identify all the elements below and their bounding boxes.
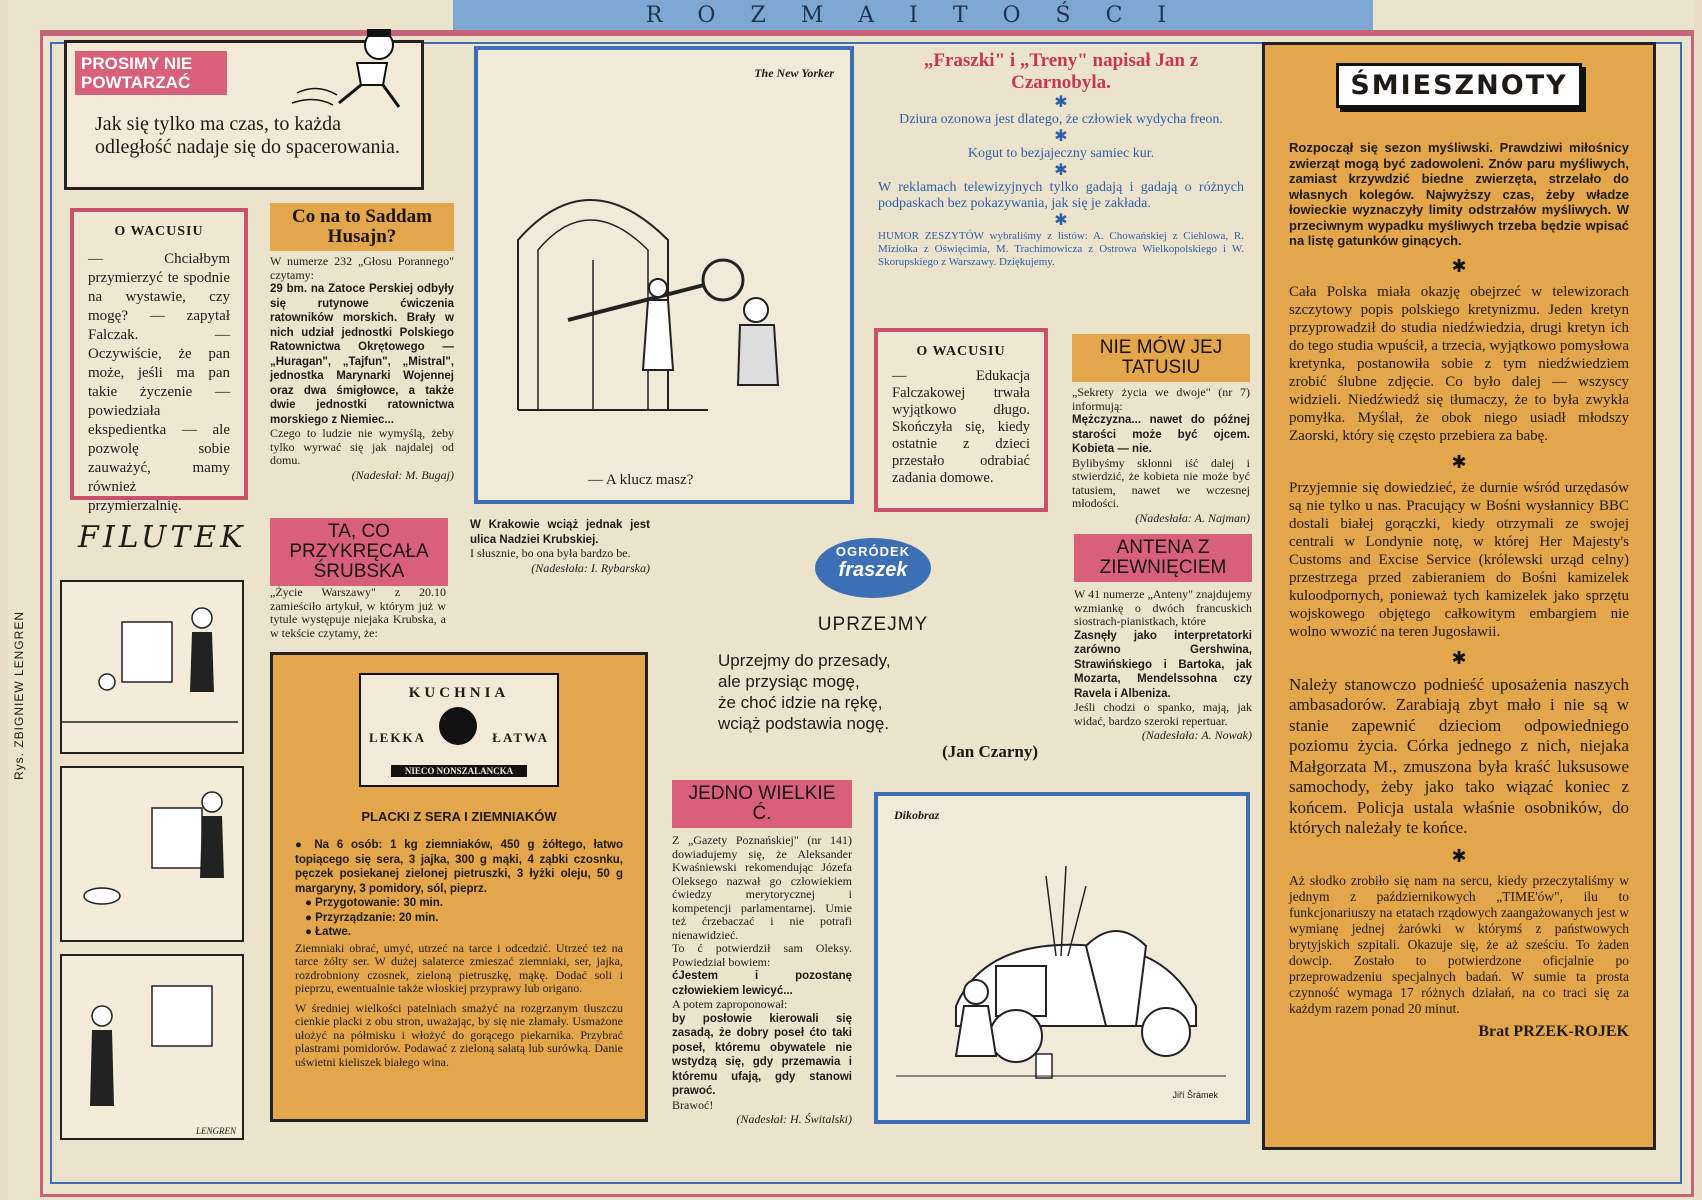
new-yorker-cartoon — [474, 46, 854, 504]
srubska-text-2: I słusznie, bo ona była bardzo be. — [470, 546, 631, 560]
srubska-text-1: „Życie Warszawy" z 20.10 zamieściło artykuł, w którym już w tytule występuje niejaka Krubska, a w tekście czytamy, że: — [270, 585, 446, 640]
side-credit: Rys. ZBIGNIEW LENGREN — [12, 610, 26, 780]
prosimy-text: Jak się tylko ma czas, to każda odległość nadaje się do spacerowania. — [95, 113, 400, 158]
jedno-text-4: Brawoć! — [672, 1097, 714, 1112]
antena-credit: (Nadesłała: A. Nowak) — [1141, 728, 1252, 742]
wacusiu-box-2 — [874, 328, 1048, 512]
antena-text-1: W 41 numerze „Anteny" znajdujemy wzmiankę o dwóch francuskich siostrach-pianistkach, które — [1074, 587, 1252, 628]
filutek-artist: LENGREN — [195, 1126, 236, 1136]
car-repair-illustration — [896, 836, 1226, 1096]
fraszki-block — [878, 50, 1244, 320]
jedno-quote-1: ćJestem i pozostanę człowiekiem lewicyć... — [672, 970, 852, 997]
new-yorker-caption: — A klucz masz? — [588, 472, 694, 488]
poem-line-2: ale przysiąc mogę, — [718, 672, 860, 691]
smiesznoty-p3: Przyjemnie się dowiedzieć, że durnie wśród urzędasów są nie tylko u nas. Pracujący w Bośni wysłannicy BBC dostali białej gorączki, kiedy otrzymali ze swojej centrali w Londynie notę, w której Her Majesty's Customs and Excise Service (królewski urząd celny) przestrzega przed zabieraniem do Bośni kamizelek kuloodpornych, ponieważ tych kamizelek jako sprzętu wojskowego objętego całkowitym embargiem nie wolno wwozić na teren Jugosławii. — [1289, 479, 1629, 640]
running-man-illustration — [287, 23, 417, 113]
smiesznoty-star-4: ✱ — [1451, 845, 1467, 866]
wacusiu-title-2: O WACUSIU — [916, 344, 1006, 359]
wacusiu-text-2: — Edukacja Falczakowej trwała wyjątkowo długo. Skończyła się, kiedy ostatnie z dzieci przestało odrabiać zadania domowe. — [892, 368, 1030, 486]
srubska-quote: W Krakowie wciąż jednak jest ulica Nadziei Krubskiej. — [470, 519, 650, 546]
kuchnia-tagline: NIECO NONSZALANCKA — [391, 765, 527, 777]
poem-title: UPRZEJMY — [817, 614, 929, 635]
jedno-quote-2: by posłowie kierowali się zasadą, że dobry poseł ćto taki poseł, któremu obywatele nie wstydzą się, gdy przemawia i któremu ufają, gdy stanowi prawoć. — [672, 1012, 852, 1097]
star-divider-4: ✱ — [1054, 212, 1068, 229]
antena-title: ANTENA Z ZIEWNIĘCIEM — [1074, 534, 1252, 582]
tatusiu-quote: Mężczyzna... nawet do późnej starości może być ojcem. Kobieta — nie. — [1072, 414, 1250, 455]
kuchnia-title: KUCHNIA — [408, 685, 510, 701]
srubska-credit: (Nadesłała: I. Rybarska) — [531, 560, 650, 575]
star-divider-1: ✱ — [1054, 94, 1068, 111]
antena-section — [1074, 534, 1252, 774]
poem-line-1: Uprzejmy do przesady, — [718, 651, 891, 670]
smiesznoty-signature: Brat PRZEK-ROJEK — [1478, 1022, 1629, 1040]
saddam-credit: (Nadesłał: M. Bugaj) — [351, 467, 454, 482]
tatusiu-section — [1072, 334, 1250, 525]
poem-line-4: wciąż podstawia nogę. — [718, 714, 890, 733]
fraszki-item-2: Kogut to bezjajeczny samiec kur. — [967, 146, 1155, 161]
prosimy-label: PROSIMY NIE POWTARZAĆ — [75, 51, 227, 95]
saddam-outro: Czego to ludzie nie wymyślą, żeby tylko wyrwać się jak najdalej od domu. — [270, 426, 454, 467]
smiesznoty-column — [1262, 42, 1656, 1150]
recipe-prep: ● Przygotowanie: 30 min. — [305, 897, 443, 909]
tatusiu-credit: (Nadesłała: A. Najman) — [1135, 510, 1250, 525]
poem-body — [718, 650, 1038, 734]
filutek-panel-1 — [60, 580, 244, 754]
wacusiu-box-1 — [70, 208, 248, 514]
smiesznoty-star-1: ✱ — [1451, 255, 1467, 276]
filutek-strip — [60, 520, 250, 1140]
prosimy-box — [64, 40, 424, 190]
smiesznoty-p4: Należy stanowczo podnieść uposażenia naszych ambasadorów. Zarabiają zbyt mało i nie są w stanie zapewnić dzieciom odpowiedniego poziomu życia. Córka jednego z nich, niejaka Małgorzata M., zmuszona była kraść luksusowe samochody, żeby jako tako wiązać koniec z końcem. Policja ustala właśnie osobników, do których należały te końce. — [1289, 674, 1629, 837]
filutek-panel-2 — [60, 766, 244, 942]
ogrodek-fraszek — [708, 538, 1038, 768]
star-divider-3: ✱ — [1054, 162, 1068, 179]
filutek-panel-3 — [60, 954, 244, 1140]
masthead-title: R O Z M A I T O Ś C I — [645, 2, 1181, 28]
ogrodek-logo-bottom: fraszek — [838, 559, 908, 581]
srubska-right-column — [470, 518, 650, 576]
plate-icon — [439, 707, 477, 745]
saddam-title: Co na to Saddam Husajn? — [270, 203, 454, 251]
filutek-title: FILUTEK — [78, 520, 247, 555]
smiesznoty-star-3: ✱ — [1451, 647, 1467, 668]
poem-line-3: że choć idzie na rękę, — [718, 693, 883, 712]
kuchnia-box — [270, 652, 648, 1122]
smiesznoty-p2: Cała Polska miała okazję obejrzeć w telewizorach szczytowy popis polskiego kretynizmu. Jeden kretyn przyprowadził do studia niedźwiedzia, drugi kretyn ich do tego studia wpuścił, a trzecia, wyjątkowo pomysłowa kretynka, postanowiła sobie z tym niedźwiedziem zrobić ślubne zdjęcie. Co było dalej — wszyscy widzieli. Niedźwiedź się tłumaczy, że to była zwykła pomyłka. Myślał, że obok niego usiadł młodszy Zaorski, który się często przebiera za babę. — [1289, 283, 1629, 444]
jedno-text-1: Z „Gazety Poznańskiej" (nr 141) dowiadujemy się, że Aleksander Kwaśniewski rekomendując Józefa Oleksego nazwał go człowiekiem ćwiedzy merytorycznej i kompetencji parlamentarnej. Umie też ćrzebaczać i nie potrafi nienawidzieć. — [672, 833, 852, 942]
dikobraz-artist: Jiří Šrámek — [1172, 1090, 1218, 1100]
recipe-title: PLACKI Z SERA I ZIEMNIAKÓW — [361, 809, 557, 824]
tatusiu-outro: Bylibyśmy skłonni iść dalej i stwierdzić, że kobieta nie może być tatusiem, nawet we wczesnej młodości. — [1072, 455, 1250, 510]
panel-2-drawing — [62, 768, 238, 936]
recipe-ingredients: ● Na 6 osób: 1 kg ziemniaków, 450 g żółtego, łatwo topiącego się sera, 3 jajka, 300 g mąki, 4 ząbki czosnku, pęczek posiekanej zielonej pietruszki, 3 łyżki oleju, 50 g margaryny, 3 pomidory, sól, pieprz. — [295, 839, 623, 895]
masthead — [453, 0, 1373, 32]
fraszki-headline: „Fraszki" i „Treny" napisał Jan z Czarnobyla. — [923, 50, 1199, 93]
recipe-cook: ● Przyrządzanie: 20 min. — [305, 911, 439, 924]
new-yorker-source: The New Yorker — [754, 66, 834, 80]
recipe-easy: ● Łatwe. — [305, 926, 351, 938]
saddam-section — [270, 203, 454, 503]
humor-credit: HUMOR ZESZYTÓW wybraliśmy z listów: A. Chowańskiej z Ciehlowa, R. Miziołka z Oświęcimia, M. Trachimowicza z Ostrowa Wielkopolskiego i W. Skorupskiego z Warszawy. Dziękujemy. — [878, 230, 1244, 268]
panel-1-drawing — [62, 582, 238, 748]
srubska-section — [270, 518, 654, 646]
kuchnia-right-word: ŁATWA — [492, 730, 549, 745]
saddam-quote: 29 bm. na Zatoce Perskiej odbyły się rutynowe ćwiczenia ratowników morskich. Brały w nich udział jednostki Polskiego Ratownictwa Okrętowego — „Huragan", „Tajfun", „Mistral", jednostka Marynarki Wojennej oraz dwa śmigłowce, a także dwie jednostki ratownictwa morskiego z Niemiec... — [270, 283, 454, 426]
antena-quote: Zasnęły jako interpretatorki zarówno Gershwina, Strawińskiego i Bartoka, jak Mozarta, Mendelssohna czy Ravela i Albeniza. — [1074, 629, 1252, 700]
jedno-text-3: A potem zaproponował: — [672, 997, 788, 1011]
poem-author: (Jan Czarny) — [942, 742, 1038, 761]
dikobraz-source: Dikobraz — [894, 808, 940, 822]
antena-text-2: Jeśli chodzi o spanko, mają, jak widać, bardzo szeroki repertuar. — [1074, 700, 1252, 728]
panel-3-drawing — [62, 956, 238, 1134]
jedno-credit: (Nadesłał: H. Świtalski) — [736, 1112, 852, 1126]
newspaper-page — [8, 0, 1694, 1200]
fraszki-item-1: Dziura ozonowa jest dlatego, że człowiek wydycha freon. — [899, 112, 1223, 127]
recipe-method-2: W średniej wielkości patelniach smażyć na rozgrzanym tłuszczu cienkie placki z obu stron, uważając, by się nie złamały. Usmażone ułożyć na półmisku i włożyć do gorącego piekarnika. Przybrać plastrami pomidorów. Podawać z zieloną sałatą lub surówką. Danie uświetni kieliszek białego wina. — [295, 1000, 623, 1069]
wacusiu-text-1: — Chciałbym przymierzyć te spodnie na wystawie, czy mogę? — zapytał Falczak. — Oczywiście, że pan może, jeśli ma pan takie życzenie — powiedziała ekspedientka — ale pozwolę sobie zauważyć, mamy również przymierzalnię. — [88, 251, 230, 514]
smiesznoty-star-2: ✱ — [1451, 451, 1467, 472]
smiesznoty-title: ŚMIESZNOTY — [1336, 63, 1582, 108]
ogrodek-logo — [815, 538, 931, 598]
tatusiu-title: NIE MÓW JEJ TATUSIU — [1072, 334, 1250, 382]
wacusiu-title-1: O WACUSIU — [114, 224, 204, 239]
srubska-title: TA, CO PRZYKRĘCAŁA ŚRUBSKA — [270, 518, 448, 586]
star-divider-2: ✱ — [1054, 128, 1068, 145]
tatusiu-intro: „Sekrety życia we dwoje" (nr 7) informują: — [1072, 385, 1250, 413]
jedno-text-2: To ć potwierdził sam Oleksy. Powiedział bowiem: — [672, 941, 852, 969]
door-key-illustration — [508, 170, 808, 420]
kuchnia-left-word: LEKKA — [369, 730, 426, 745]
jedno-title: JEDNO WIELKIE Ć. — [672, 780, 852, 828]
kuchnia-logo — [359, 673, 559, 787]
smiesznoty-p1: Rozpoczął się sezon myśliwski. Prawdziwi miłośnicy zwierząt mogą być zadowoleni. Znów paru myśliwych, zamiast krzywdzić biedne zwierzęta, strzelało do własnych kolegów. Najwyższy czas, żeby władze łowieckie wyznaczyły limity odstrzałów myśliwych. W przeciwnym wypadku myśliwych trzeba będzie wpisać na listę gatunków ginących. — [1289, 140, 1629, 248]
saddam-intro: W numerze 232 „Głosu Porannego" czytamy: — [270, 254, 454, 282]
smiesznoty-p5: Aż słodko zrobiło się nam na sercu, kiedy przeczytaliśmy w jednym z październikowych „TIME'ów", ilu to funkcjonariuszy na etatach rządowych zaangażowanych jest w wymianę jednej żarówki w którymś z państwowych brytyjskich szpitali. Okazuje się, że aż sześciu. To żaden dowcip. Zostało to potwierdzone oficjalnie po przeprowadzeniu specjalnych badań. W sumie ta prosta czynność wymaga 17 różnych działań, na co traci się za każdym razem ponad 20 minut. — [1289, 872, 1629, 1016]
dikobraz-cartoon — [874, 792, 1250, 1124]
recipe-method-1: Ziemniaki obrać, umyć, utrzeć na tarce i odcedzić. Utrzeć też na tarce żółty ser. W dużej salaterce zmieszać ziemniaki, ser, jajka, rozdrobniony czosnek, zieloną pietruszkę, mąkę. Dodać soli i pieprzu, ewentualnie także włoskiej przyprawy lub origano. — [295, 940, 623, 995]
jedno-section — [672, 780, 852, 1130]
fraszki-item-3: W reklamach telewizyjnych tylko gadają i gadają o różnych podpaskach bez pokazywania, jak się je zakłada. — [878, 180, 1244, 211]
ogrodek-logo-top: OGRÓDEK — [835, 544, 911, 559]
